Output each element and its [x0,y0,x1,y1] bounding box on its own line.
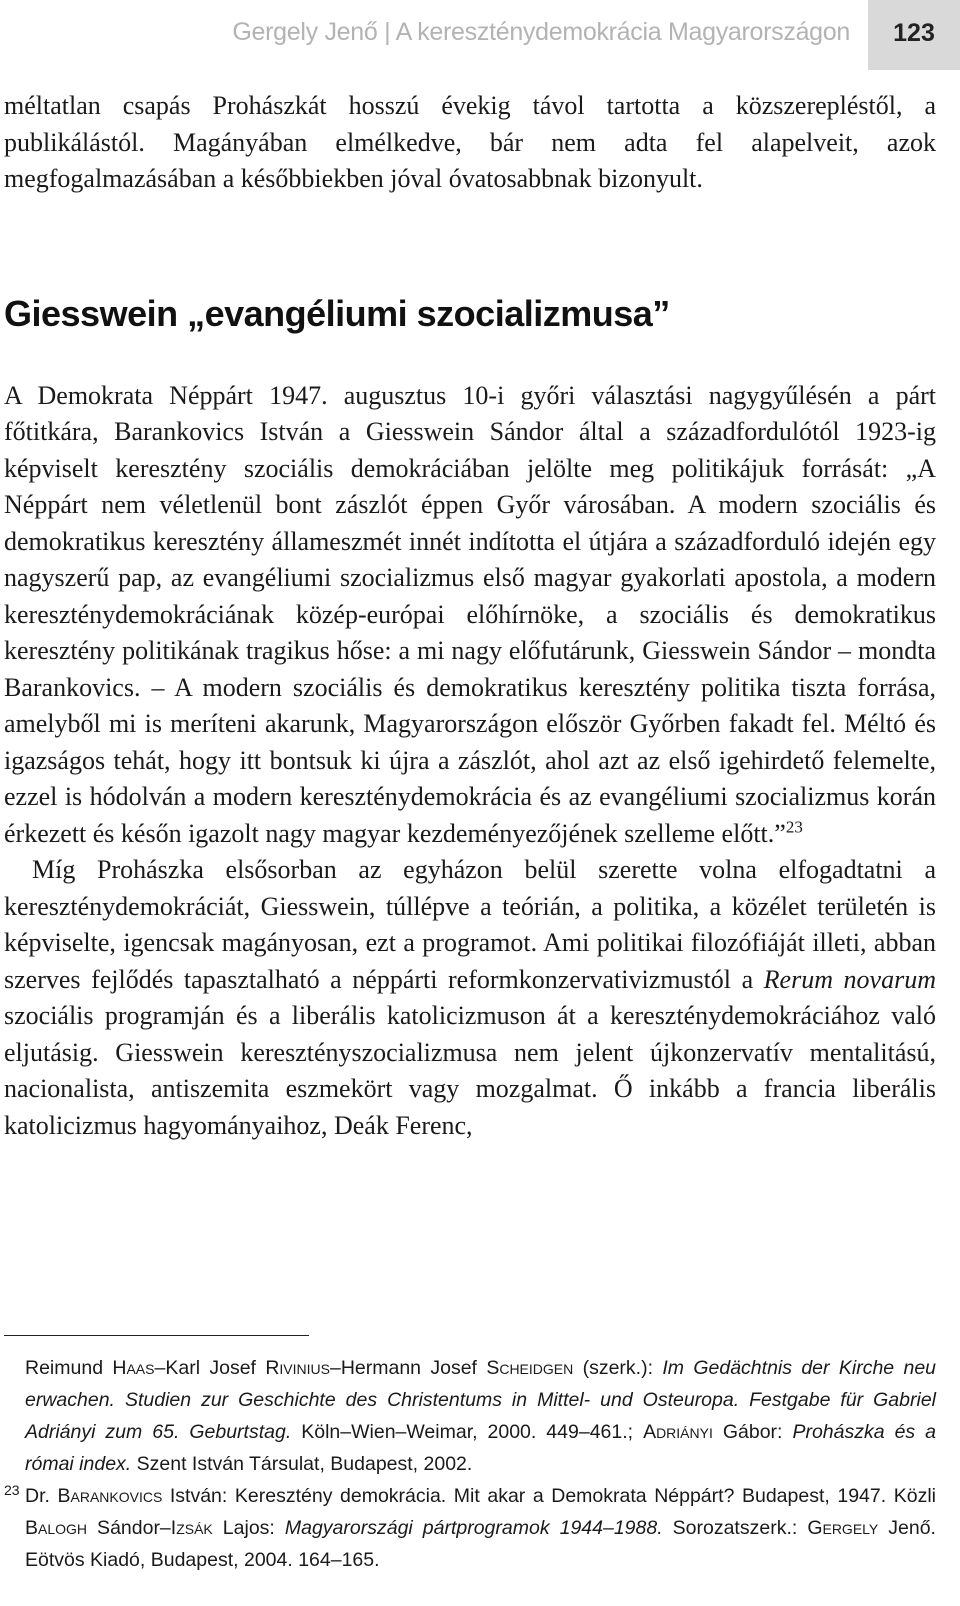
fn-text: István: Keresztény demokrácia. Mit akar a Demokrata Néppárt? Budapest, 1947. Közli [162,1485,936,1507]
fn-text: Köln–Wien–Weimar, 2000. 449–461.; [291,1421,644,1443]
fn-title: Magyarországi pártprogramok 1944–1988. [284,1517,663,1539]
paragraph-quote [4,378,936,853]
fn-author: Scheidgen [486,1357,574,1379]
paragraph: méltatlan csapás Prohászkát hosszú évekig távol tartotta a közszerepléstől, a publikálástól. Magányában elmélkedve, bár nem adta fel alapelveit, azok megfogalmazásában a későbbiekben jóval óvatosabbnak bizonyult. [4,91,936,193]
fn-text: Lajos: [212,1517,285,1539]
footnotes [4,1352,936,1576]
footnote-23 [4,1480,936,1576]
fn-text: Sándor– [87,1517,171,1539]
footnote-divider [4,1335,309,1336]
paragraph [4,852,936,1144]
fn-author: Haas [112,1357,155,1379]
fn-text: Gábor: [712,1421,793,1443]
footnote-22 [4,1352,936,1480]
fn-text: –Karl Josef [154,1357,266,1379]
fn-text: Szent István Társulat, Budapest, 2002. [131,1453,473,1475]
fn-author: Gergely [807,1517,879,1539]
fn-author: Izsák [170,1517,213,1539]
running-title: Gergely Jenő | A kereszténydemokrácia Magyarországon [232,18,850,46]
paragraph-text: szociális programján és a liberális katolicizmuson át a kereszténydemokráciához való eljutásig. Giesswein keresztényszocializmusa nem jelent újkonzervatív mentalitású, nacionalista, antiszemita eszmekört vagy mozgalmat. Ő inkább a francia liberális katolicizmus hagyományaihoz, Deák Ferenc, [4,1001,936,1140]
fn-text: Dr. [25,1485,58,1507]
footnote-number: 23 [4,1482,20,1498]
fn-author: Barankovics [57,1485,163,1507]
main-text [4,88,936,1144]
fn-author: Adriányi [643,1421,713,1443]
page-header [0,0,960,72]
fn-author: Balogh [25,1517,88,1539]
fn-author: Rivinius [265,1357,330,1379]
fn-text: Sorozatszerk.: [662,1517,808,1539]
fn-text: Reimund [25,1357,113,1379]
italic-title: Rerum novarum [763,964,936,994]
footnote-reference[interactable]: 23 [785,816,803,836]
fn-text: (szerk.): [573,1357,663,1379]
paragraph-text: A Demokrata Néppárt 1947. augusztus 10-i győri választási nagygyűlésén a párt főtitkára, Barankovics István a Giesswein Sándor által a századfordulótól 1923-ig képviselt keresztény szociális demokráciában jelölte meg politikájuk forrását: „A Néppárt nem véletlenül bont zászlót éppen Győr városában. A modern szociális és demokratikus keresztény állameszmét innét indította el útjára a századforduló idején egy nagyszerű pap, az evangéliumi szocializmus első magyar gyakorlati apostola, a modern kereszténydemokráciának közép-európai előhírnöke, a szociális és demokratikus keresztény politikának tragikus hőse: a mi nagy előfutárunk, Giesswein Sándor – mondta Barankovics. – A modern szociális és demokratikus keresztény politika tiszta forrása, amelyből mi is meríteni akarunk, Magyarországon először Győrben fakadt fel. Méltó és igazságos tehát, hogy itt bontsuk ki újra a zászlót, ahol azt az első igehirdető felemelte, ezzel is hódolván a modern kereszténydemokrácia és az evangéliumi szocializmus korán érkezett és későn igazolt nagy magyar kezdeményezőjének szelleme előtt.” [4,380,936,848]
section-heading: Giesswein „evangéliumi szocializmusa” [4,292,670,334]
paragraph-text: Míg Prohászka elsősorban az egyházon belül szerette volna elfogadtatni a kereszténydemokráciát, Giesswein, túllépve a teórián, a politika, a közélet területén is képviselte, igencsak magányosan, ezt a programot. Ami politikai filozófiáját illeti, abban szerves fejlődés tapasztalható a néppárti reformkonzervativizmustól a [4,855,936,994]
fn-text: –Hermann Josef [329,1357,487,1379]
fn-text: Jenő. Eötvös Kiadó, Budapest, 2004. 164–165. [25,1517,936,1571]
fn-title: Im Gedächtnis der Kirche neu erwachen. Studien zur Geschichte des Christentums in Mittel- und Osteuropa. Festgabe für Gabriel Adriányi zum 65. Geburtstag. [25,1357,937,1443]
page-number: 123 [893,19,935,47]
page-number-box [868,0,960,70]
fn-title: Prohászka és a római index. [25,1421,936,1475]
